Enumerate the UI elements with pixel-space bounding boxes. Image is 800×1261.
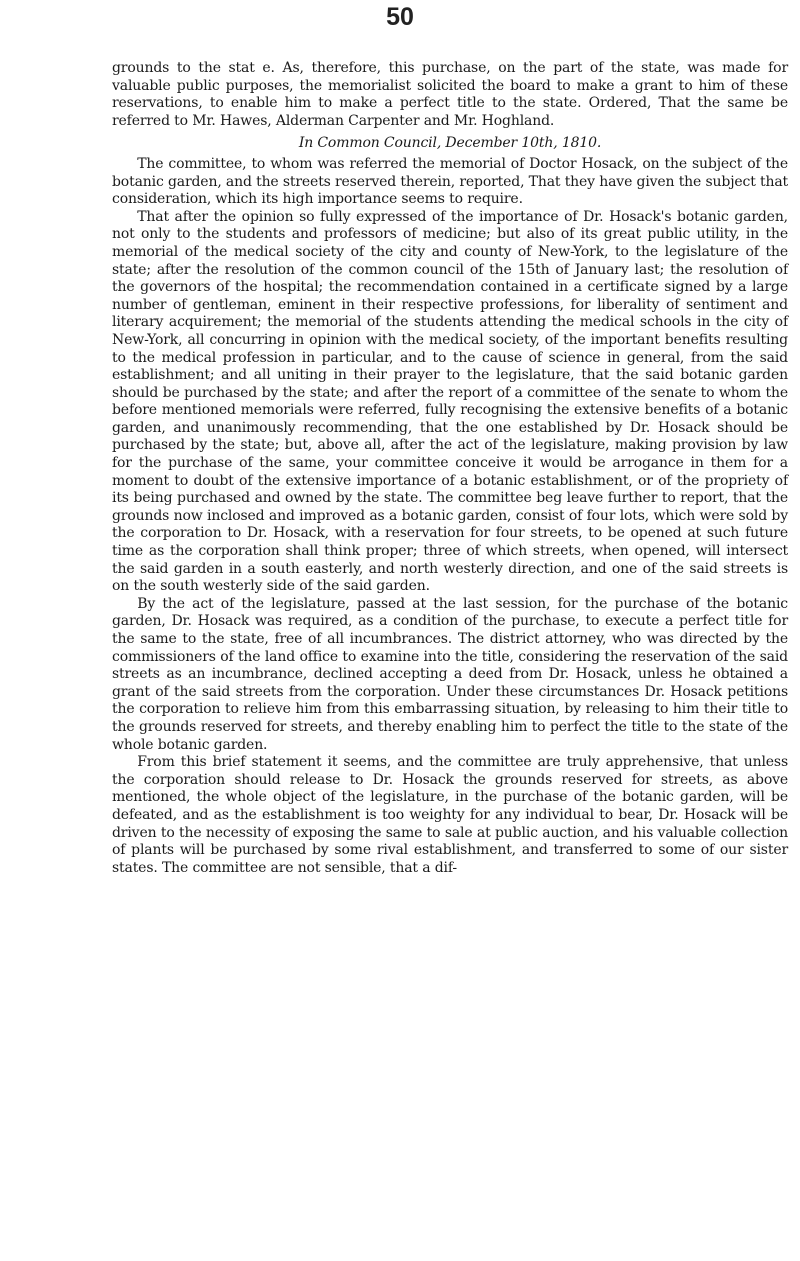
council-dateline: In Common Council, December 10th, 1810. xyxy=(298,135,602,152)
paragraph: The committee, to whom was referred the memorial of Doctor Hosack, on the subject of the botanic garden, and the streets reserved therein, reported, That they have given the subject that consideration, which its high importance seems to require. xyxy=(112,155,789,208)
continuation-paragraph: grounds to the stat e. As, therefore, this purchase, on the part of the state, was made for valuable public purposes, the memorialist solicited the board to make a grant to him of these reservations, to enable him to make a perfect title to the state. Ordered, That the same be referred to Mr. Hawes, Alderman Carpenter and Mr. Hoghland. xyxy=(112,60,788,129)
paragraph: By the act of the legislature, passed at the last session, for the purchase of the botanic garden, Dr. Hosack was required, as a condition of the purchase, to execute a perfect title for the same to the state, free of all incumbrances. The district attorney, who was directed by the commissioners of the land office to examine into the title, considering the reservation of the said streets as an incumbrance, declined accepting a deed from Dr. Hosack, unless he obtained a grant of the said streets from the corporation. Under these circumstances Dr. Hosack petitions the corporation to relieve him from this embarrassing situation, by releasing to him their title to the grounds reserved for streets, and thereby enabling him to perfect the title to the state of the whole botanic garden. xyxy=(112,595,788,753)
paragraph: From this brief statement it seems, and the committee are truly apprehensive, that unless the corporation should release to Dr. Hosack the grounds reserved for streets, as above mentioned, the whole object of the legislature, in the purchase of the botanic garden, will be defeated, and as the establishment is too weighty for any individual to bear, Dr. Hosack will be driven to the necessity of exposing the same to sale at public auction, and his valuable collection of plants will be purchased by some rival establishment, and transferred to some of our sister states. The committee are not sensible, that a dif- xyxy=(112,754,788,876)
document-body xyxy=(112,60,788,877)
paragraph: That after the opinion so fully expressed of the importance of Dr. Hosack's botanic garden, not only to the students and professors of medicine; but also of its great public utility, in the memorial of the medical society of the city and county of New-York, to the legislature of the state; after the resolution of the common council of the 15th of January last; the resolution of the governors of the hospital; the recommendation contained in a certificate signed by a large number of gentleman, eminent in their respective professions, for liberality of sentiment and literary acquirement; the memorial of the students attending the medical schools in the city of New-York, all concurring in opinion with the medical society, of the important benefits resulting to the medical profession in particular, and to the cause of science in general, from the said establishment; and all uniting in their prayer to the legislature, that the said botanic garden should be purchased by the state; and after the report of a committee of the senate to whom the before mentioned memorials were referred, fully recognising the extensive benefits of a botanic garden, and unanimously recommending, that the one established by Dr. Hosack should be purchased by the state; but, above all, after the act of the legislature, making provision by law for the purchase of the same, your committee conceive it would be arrogance in them for a moment to doubt of the extensive importance of a botanic establishment, or of the propriety of its being purchased and owned by the state. The committee beg leave further to report, that the grounds now inclosed and improved as a botanic garden, consist of four lots, which were sold by the corporation to Dr. Hosack, with a reservation for four streets, to be opened at such future time as the corporation shall think proper; three of which streets, when opened, will intersect the said garden in a south easterly, and north westerly direction, and one of the said streets is on the south westerly side of the said garden. xyxy=(112,208,788,595)
page-number: 50 xyxy=(386,3,414,31)
